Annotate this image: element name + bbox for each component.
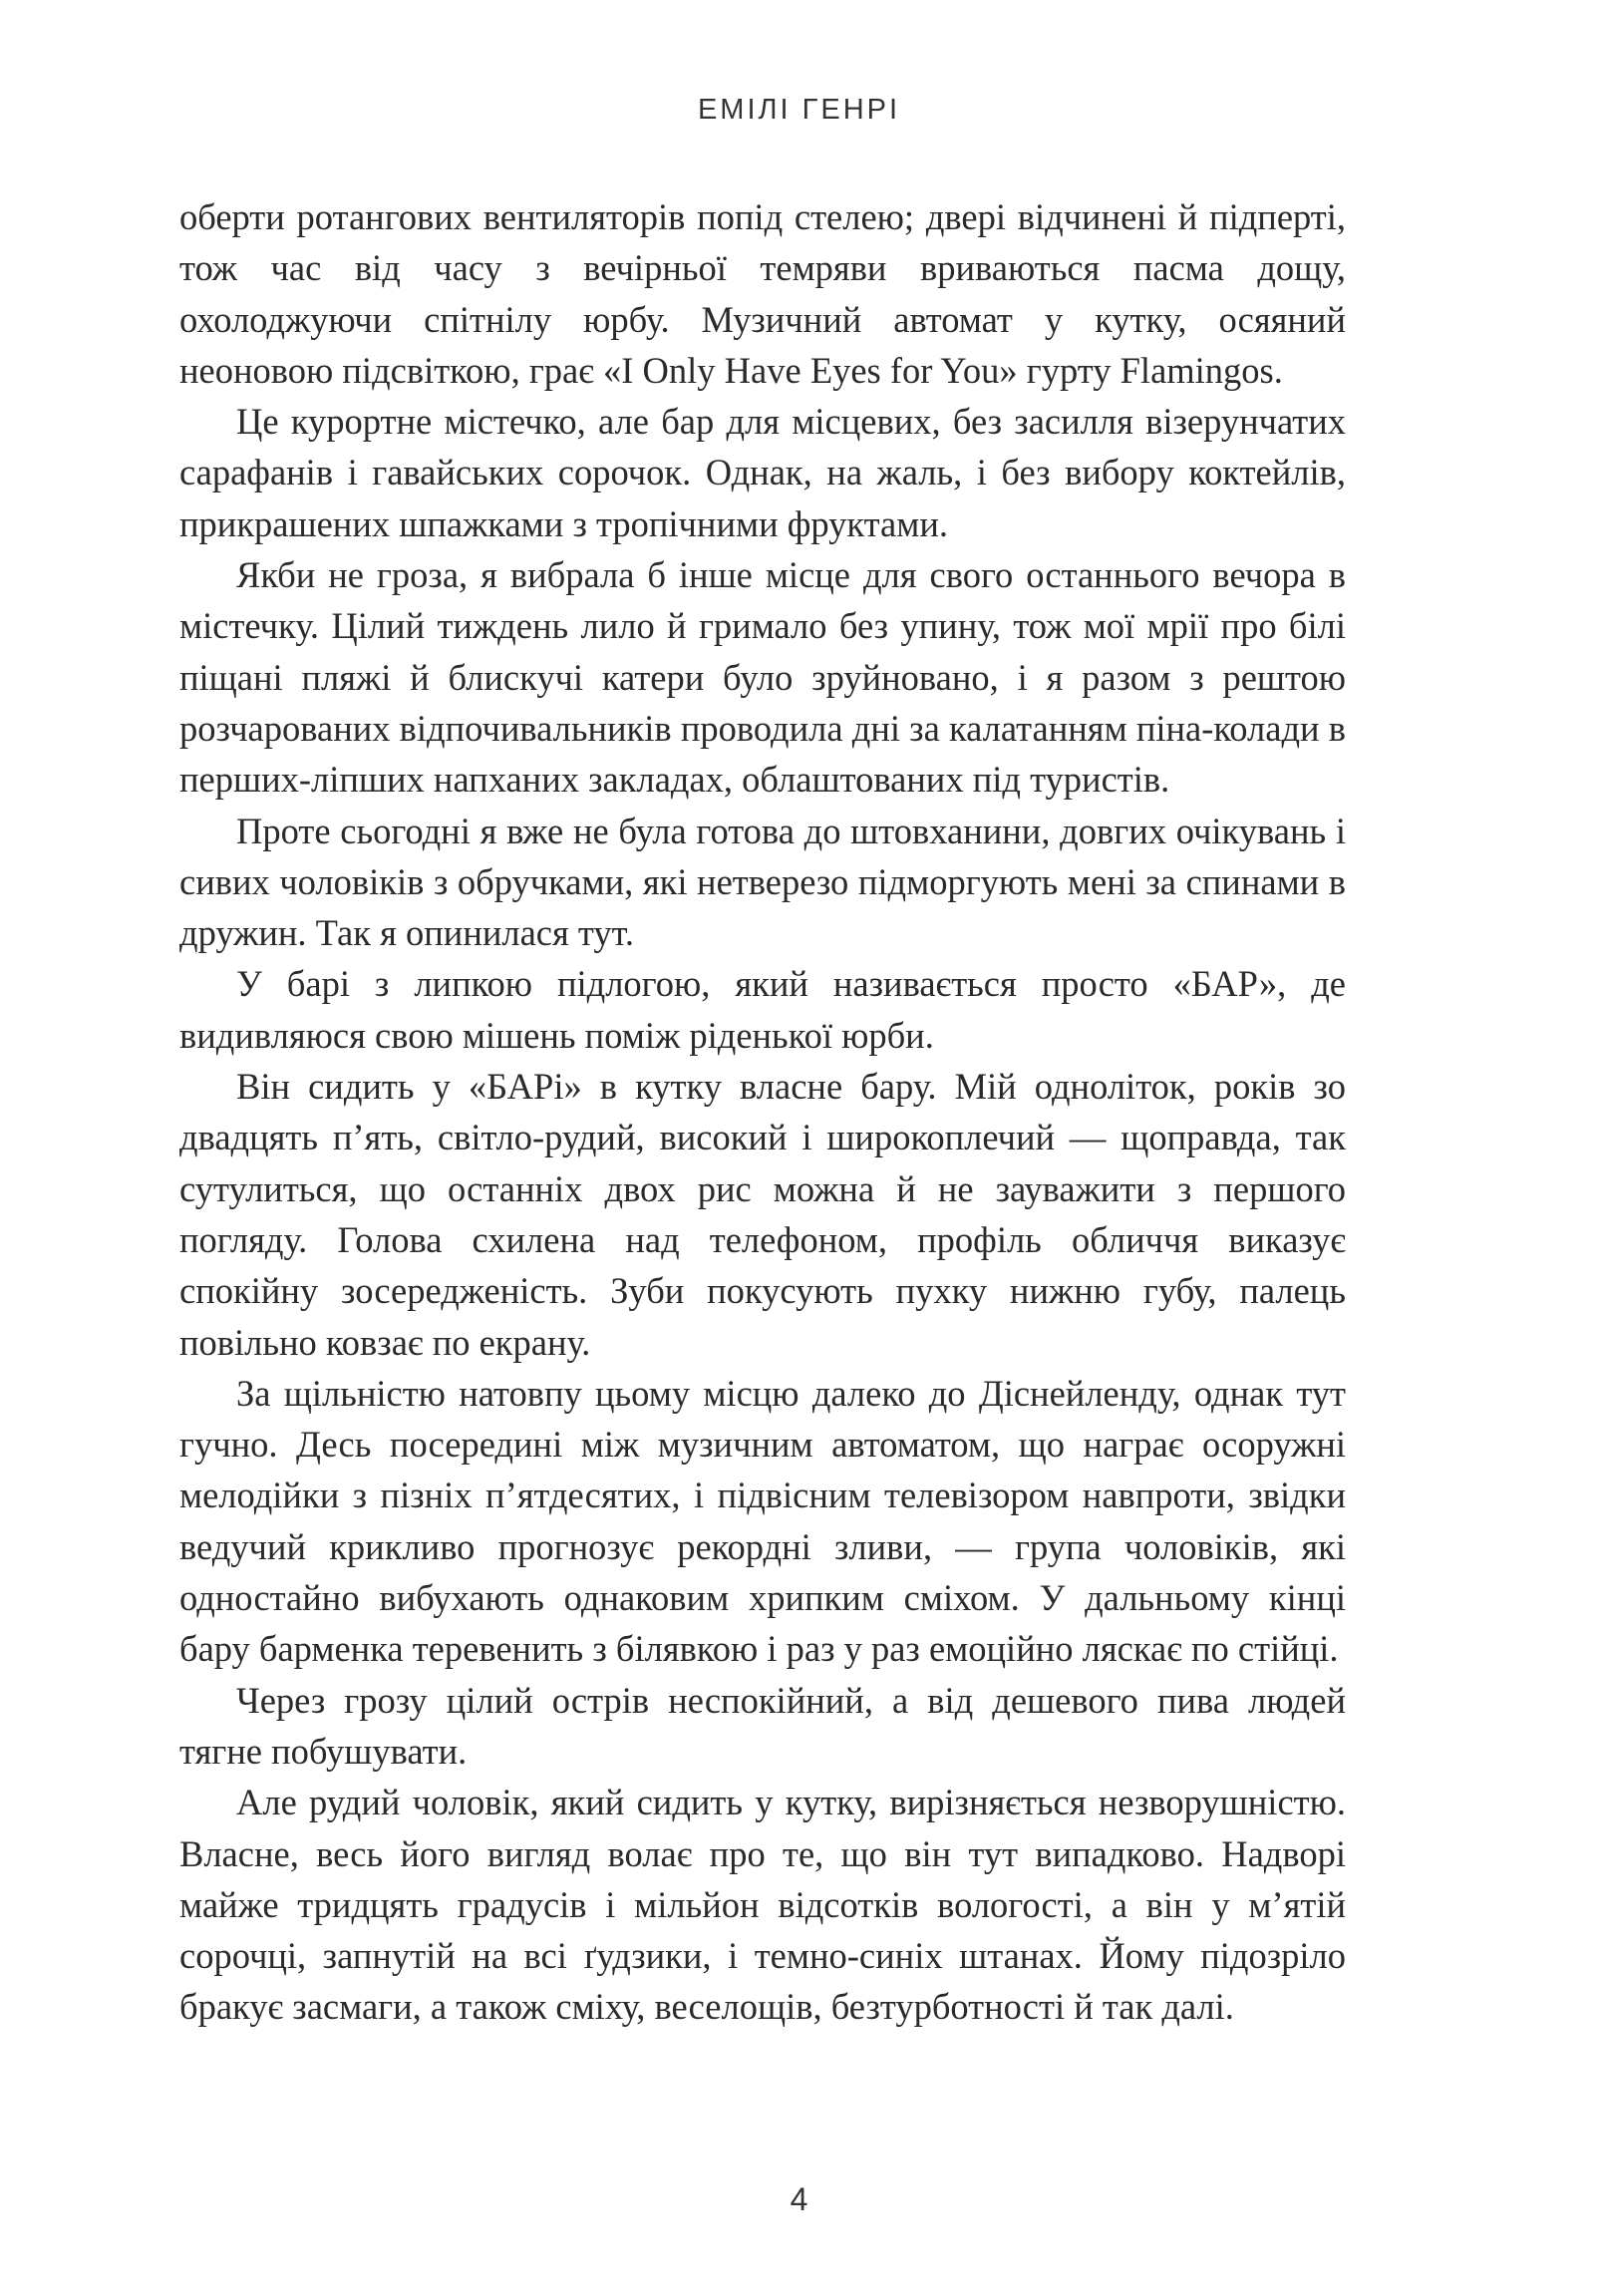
page-number: 4: [790, 2181, 808, 2217]
paragraph: Це курортне містечко, але бар для місцевих, без засилля візерунчатих сарафанів і гавайських сорочок. Однак, на жаль, і без вибору коктейлів, прикрашених шпажками з тропічними фруктами.: [179, 401, 1346, 544]
body-text: [179, 191, 1346, 2033]
paragraph: У барі з липкою підлогою, який називається просто «БАР», де видивляюся свою мішень поміж ріденької юрби.: [179, 963, 1346, 1056]
paragraph: Проте сьогодні я вже не була готова до штовханини, довгих очікувань і сивих чоловіків з обручками, які нетверезо підморгують мені за спинами в дружин. Так я опинилася тут.: [179, 810, 1346, 954]
paragraph: Але рудий чоловік, який сидить у кутку, вирізняється незворушністю. Власне, весь його вигляд волає про те, що він тут випадково. Надворі майже тридцять градусів і мільйон відсотків вологості, а він у м’ятій сорочці, запнутій на всі ґудзики, і темно-синіх штанах. Йому підозріло бракує засмаги, а також сміху, веселощів, безтурботності й так далі.: [179, 1782, 1346, 2028]
paragraph: Через грозу цілий острів неспокійний, а від дешевого пива людей тягне побушувати.: [179, 1679, 1346, 1772]
paragraph: Він сидить у «БАРі» в кутку власне бару. Мій одноліток, років зо двадцять п’ять, світло-рудий, високий і широкоплечий — щоправда, так сутулиться, що останніх двох рис можна й не зауважити з першого погляду. Голова схилена над телефоном, профіль обличчя виказує спокійну зосередженість. Зуби покусують пухку нижню губу, палець повільно ковзає по екрану.: [179, 1066, 1346, 1363]
running-head: ЕМІЛІ ГЕНРІ: [697, 94, 901, 126]
paragraph: оберти ротангових вентиляторів попід стелею; двері відчинені й підперті, тож час від часу з вечірньої темряви вриваються пасма дощу, охолоджуючи спітнілу юрбу. Музичний автомат у кутку, осяяний неоновою підсвіткою, грає «I Only Have Eyes for You» гурту Flamingos.: [179, 196, 1346, 391]
paragraph: Якби не гроза, я вибрала б інше місце для свого останнього вечора в містечку. Цілий тиждень лило й гримало без упину, тож мої мрії про білі піщані пляжі й блискучі катери було зруйновано, і я разом з рештою розчарованих відпочивальників проводила дні за калатанням піна-колади в перших-ліпших напханих закладах, облаштованих під туристів.: [179, 554, 1346, 801]
paragraph: За щільністю натовпу цьому місцю далеко до Діснейленду, однак тут гучно. Десь посередині між музичним автоматом, що награє осоружні мелодійки з пізніх п’ятдесятих, і підвісним телевізором навпроти, звідки ведучий крикливо прогнозує рекордні зливи, — група чоловіків, які одностайно вибухають однаковим хрипким сміхом. У дальньому кінці бару барменка теревенить з білявкою і раз у раз емоційно ляскає по стійці.: [179, 1372, 1346, 1670]
